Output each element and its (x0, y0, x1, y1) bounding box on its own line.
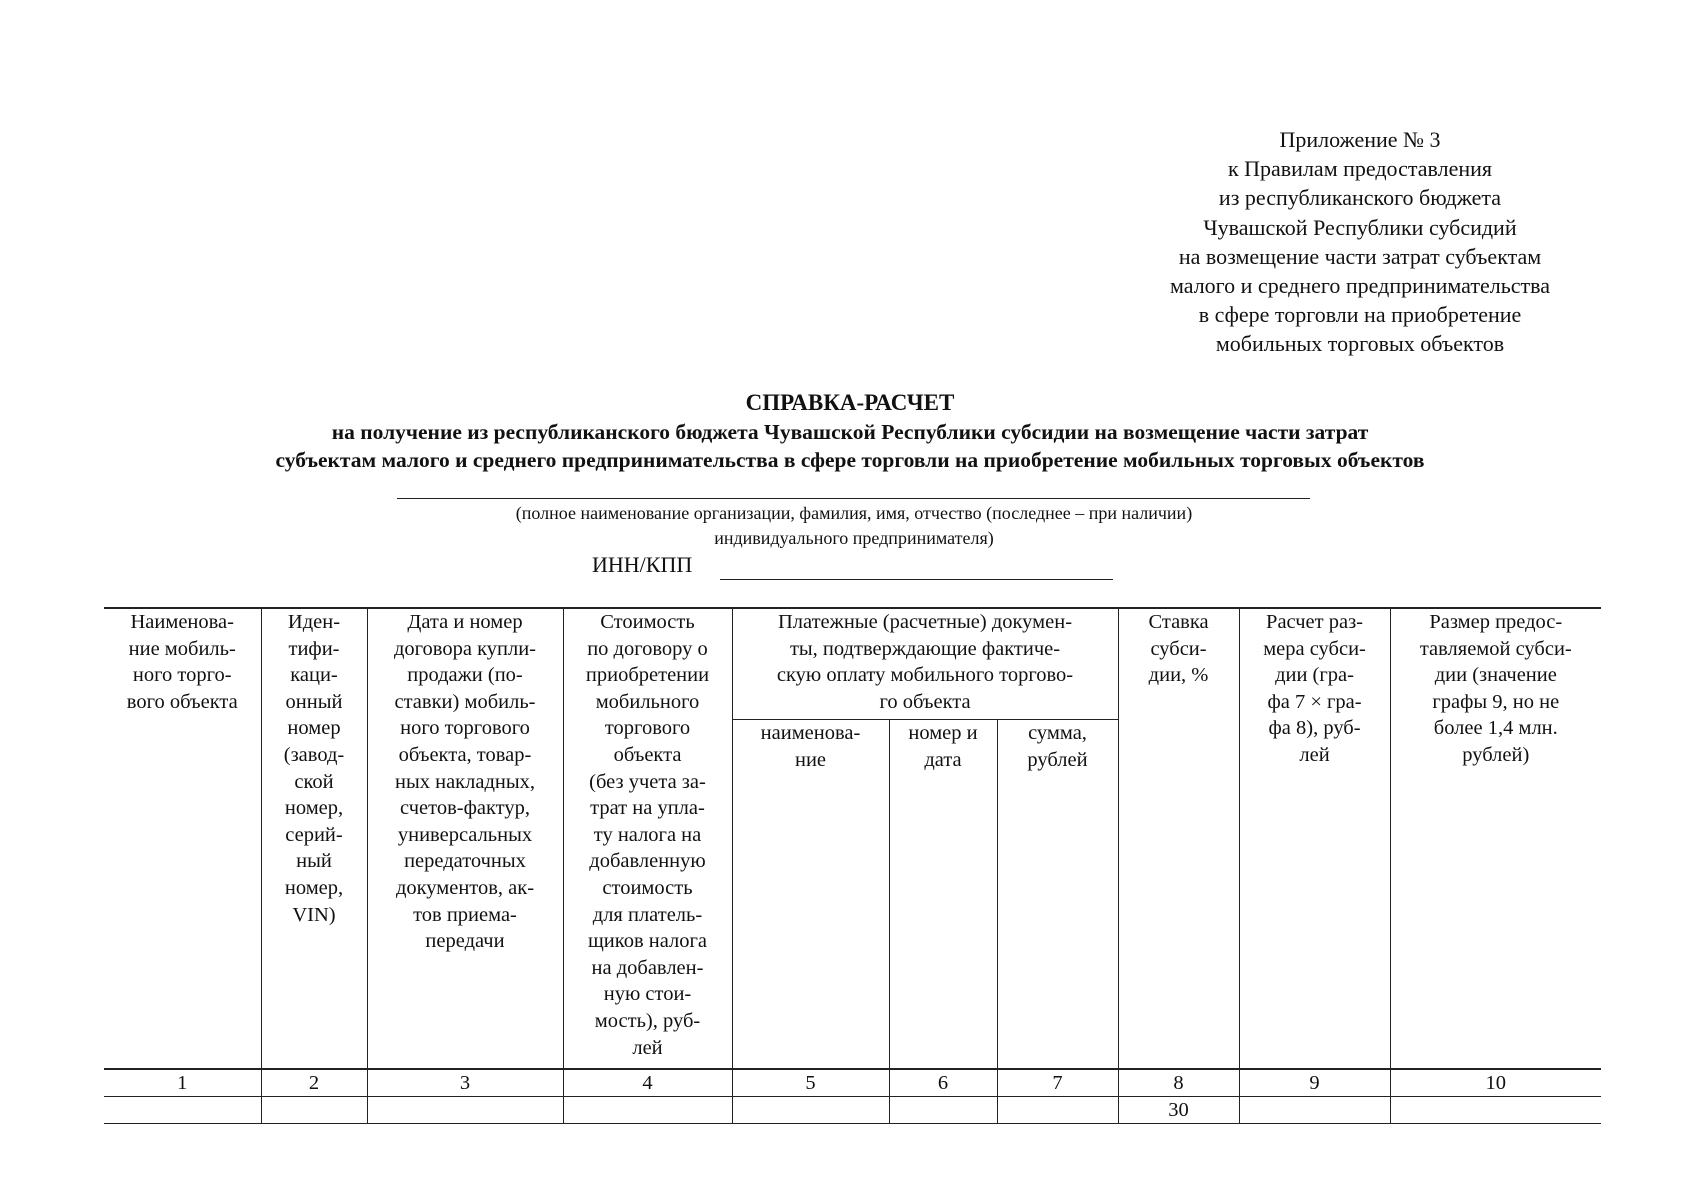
organization-name-field-line[interactable] (397, 498, 1310, 499)
header-payment-sum: сумма, рублей (997, 720, 1118, 1070)
appendix-line: на возмещение части затрат субъектам (1178, 243, 1542, 269)
column-number: 5 (732, 1069, 889, 1097)
inn-kpp-label: ИНН/КПП (592, 552, 693, 577)
header-payment-name: наименова- ние (732, 720, 889, 1070)
cell-payment-sum[interactable] (997, 1097, 1118, 1124)
column-number: 9 (1239, 1069, 1390, 1097)
cell-contract-cost[interactable] (563, 1097, 732, 1124)
caption-line-2: индивидуального предпринимателя) (714, 527, 994, 548)
appendix-line: малого и среднего предпринимательства (1169, 273, 1551, 299)
cell-payment-number-date[interactable] (889, 1097, 997, 1124)
appendix-line: Чувашской Республики субсидий (1203, 214, 1517, 240)
cell-subsidy-amount[interactable] (1390, 1097, 1601, 1124)
cell-payment-name[interactable] (732, 1097, 889, 1124)
header-subsidy-calculation: Расчет раз- мера субси- дии (гра- фа 7 × гра- фа 8), руб- лей (1239, 608, 1390, 1069)
cell-subsidy-calculation[interactable] (1239, 1097, 1390, 1124)
header-contract-cost: Стоимость по договору о приобретении мобильного торгового объекта (без учета за- трат на упла- ту налога на добавленную стоимость для платель- щиков налога на добавлен- ную стои- мость), руб- лей (563, 608, 732, 1069)
column-number: 8 (1118, 1069, 1239, 1097)
column-number: 7 (997, 1069, 1118, 1097)
column-number: 4 (563, 1069, 732, 1097)
appendix-line: мобильных торговых объектов (1215, 331, 1505, 357)
caption-line-1: (полное наименование организации, фамилия, имя, отчество (последнее – при наличии) (515, 503, 1193, 523)
appendix-line: в сфере торговли на приобретение (1198, 302, 1522, 328)
subsidy-calculation-table (104, 607, 1601, 1124)
column-numbers-row (104, 1069, 1601, 1097)
appendix-line: из республиканского бюджета (1218, 185, 1502, 211)
title-main: СПРАВКА-РАСЧЕТ (745, 390, 955, 415)
column-number: 2 (261, 1069, 367, 1097)
header-identification-number: Иден- тифи- каци- онный номер (завод- ской номер, серий- ный номер, VIN) (261, 608, 367, 1069)
inn-kpp-field-line[interactable] (720, 579, 1113, 580)
title-line-1: на получение из республиканского бюджета Чувашской Республики субсидии на возмещение части затрат (331, 420, 1369, 444)
header-subsidy-amount: Размер предос- тавляемой субси- дии (значение графы 9, но не более 1,4 млн. рублей) (1390, 608, 1601, 1069)
column-number: 3 (367, 1069, 563, 1097)
appendix-block (1115, 125, 1605, 359)
cell-object-name[interactable] (104, 1097, 261, 1124)
header-subsidy-rate: Ставка субси- дии, % (1118, 608, 1239, 1069)
header-payment-number-date: номер и дата (889, 720, 997, 1070)
header-payment-documents: Платежные (расчетные) докумен- ты, подтверждающие фактиче- скую оплату мобильного торгово- го объекта (732, 608, 1118, 720)
column-number: 6 (889, 1069, 997, 1097)
table-row (104, 1097, 1601, 1124)
column-number: 1 (104, 1069, 261, 1097)
title-line-2: субъектам малого и среднего предпринимательства в сфере торговли на приобретение мобильных торговых объектов (275, 448, 1425, 472)
header-object-name: Наименова- ние мобиль- ного торго- вого объекта (104, 608, 261, 1069)
cell-contract-date-number[interactable] (367, 1097, 563, 1124)
column-number: 10 (1390, 1069, 1601, 1097)
appendix-line: к Правилам предоставления (1227, 156, 1493, 182)
appendix-line: Приложение № 3 (1279, 127, 1441, 152)
header-contract-date-number: Дата и номер договора купли- продажи (по- ставки) мобиль- ного торгового объекта, товар- ных накладных, счетов-фактур, универсальных передаточных документов, ак- тов приема- передачи (367, 608, 563, 1069)
cell-subsidy-rate: 30 (1118, 1097, 1239, 1124)
document-title (100, 388, 1600, 474)
cell-identification-number[interactable] (261, 1097, 367, 1124)
organization-name-caption (370, 501, 1338, 550)
